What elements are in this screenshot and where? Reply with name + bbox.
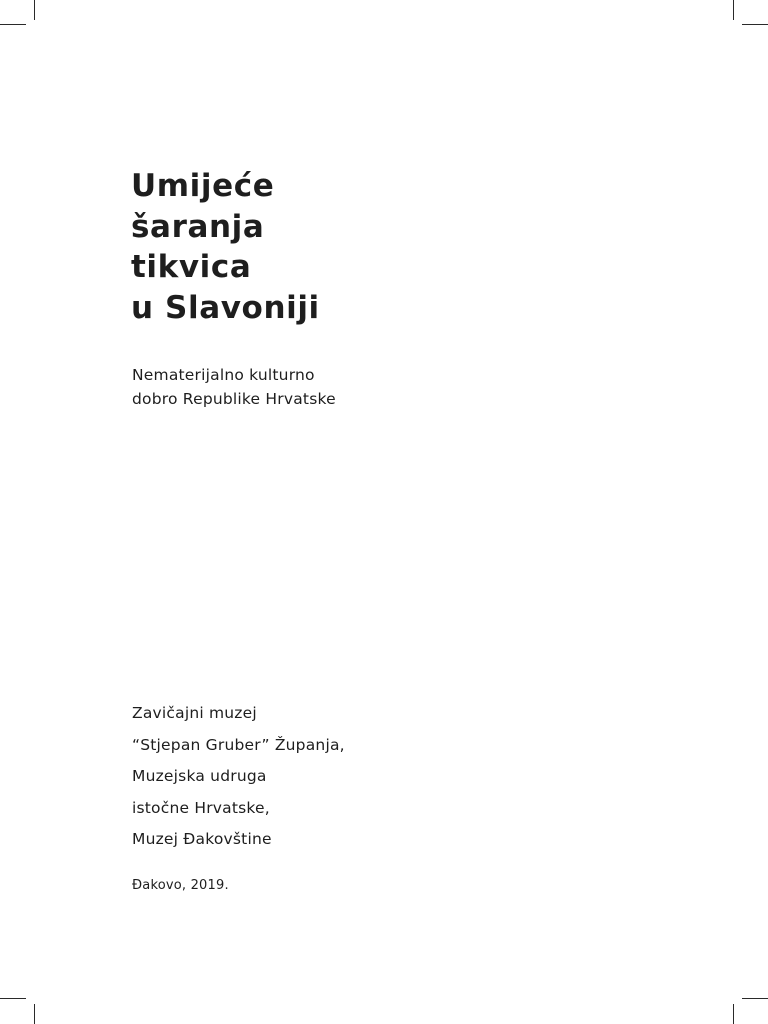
publisher-line: Muzej Đakovštine — [132, 830, 272, 848]
crop-mark-bottom-right-horizontal — [742, 998, 768, 999]
crop-mark-top-left-vertical — [34, 0, 35, 20]
subtitle-line: dobro Republike Hrvatske — [132, 390, 336, 408]
book-subtitle — [132, 363, 336, 411]
place-and-year: Đakovo, 2019. — [132, 878, 229, 893]
publisher-line: Muzejska udruga — [132, 767, 267, 785]
book-title — [131, 166, 320, 328]
crop-mark-bottom-left-vertical — [34, 1004, 35, 1024]
title-line: u Slavoniji — [131, 289, 320, 326]
crop-mark-top-right-vertical — [733, 0, 734, 20]
publishers-block — [132, 698, 345, 856]
publisher-line: “Stjepan Gruber” Županja, — [132, 735, 345, 754]
title-line: tikvica — [131, 249, 252, 285]
crop-mark-top-left-horizontal — [0, 24, 26, 25]
publisher-line: Zavičajni muzej — [132, 704, 257, 722]
crop-mark-bottom-right-vertical — [733, 1004, 734, 1024]
subtitle-line: Nematerijalno kulturno — [132, 366, 315, 384]
title-line: šaranja — [131, 208, 265, 245]
crop-mark-bottom-left-horizontal — [0, 998, 26, 999]
crop-mark-top-right-horizontal — [742, 24, 768, 25]
publisher-line: istočne Hrvatske, — [132, 798, 270, 817]
title-line: Umijeće — [131, 168, 275, 204]
